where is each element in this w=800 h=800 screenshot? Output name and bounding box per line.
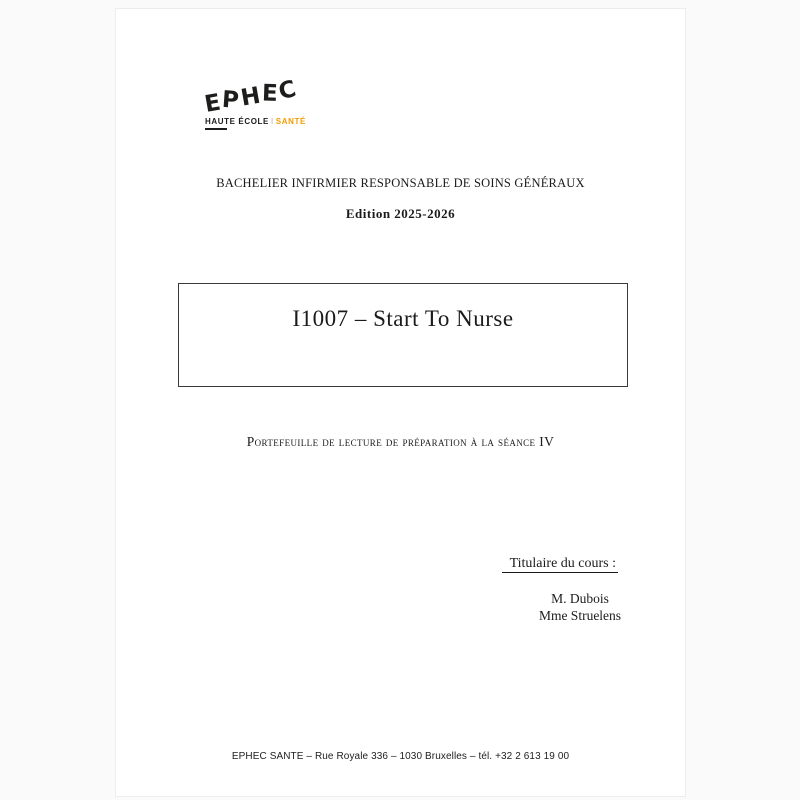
reading-portfolio-subtitle: Portefeuille de lecture de préparation à la séance IV bbox=[246, 434, 555, 449]
logo-letter: C bbox=[275, 75, 301, 106]
instructor-heading-text: Titulaire du cours : bbox=[502, 556, 618, 573]
logo-letter: P bbox=[220, 86, 242, 115]
footer-address: EPHEC SANTE – Rue Royale 336 – 1030 Bruxelles – tél. +32 2 613 19 00 bbox=[231, 751, 570, 762]
logo-letter: E bbox=[202, 89, 225, 118]
edition-label: Edition 2025-2026 bbox=[345, 206, 456, 221]
document-page bbox=[115, 8, 686, 797]
logo-tagline-separator: I bbox=[270, 117, 274, 126]
instructor-heading bbox=[502, 556, 618, 572]
logo-tagline-school: HAUTE ÉCOLE bbox=[205, 117, 269, 126]
logo-underline-bar bbox=[205, 128, 227, 130]
instructor-list bbox=[505, 590, 655, 624]
instructor-name: Mme Struelens bbox=[538, 608, 622, 623]
logo-tagline-sante: SANTÉ bbox=[275, 117, 306, 126]
logo-letter: H bbox=[238, 82, 264, 112]
course-title: I1007 – Start To Nurse bbox=[292, 306, 514, 331]
instructor-name: M. Dubois bbox=[551, 591, 609, 606]
logo-tagline bbox=[205, 117, 306, 126]
program-title: BACHELIER INFIRMIER RESPONSABLE DE SOINS GÉNÉRAUX bbox=[216, 176, 585, 190]
course-title-box bbox=[178, 283, 628, 387]
logo-letter: E bbox=[261, 80, 281, 107]
